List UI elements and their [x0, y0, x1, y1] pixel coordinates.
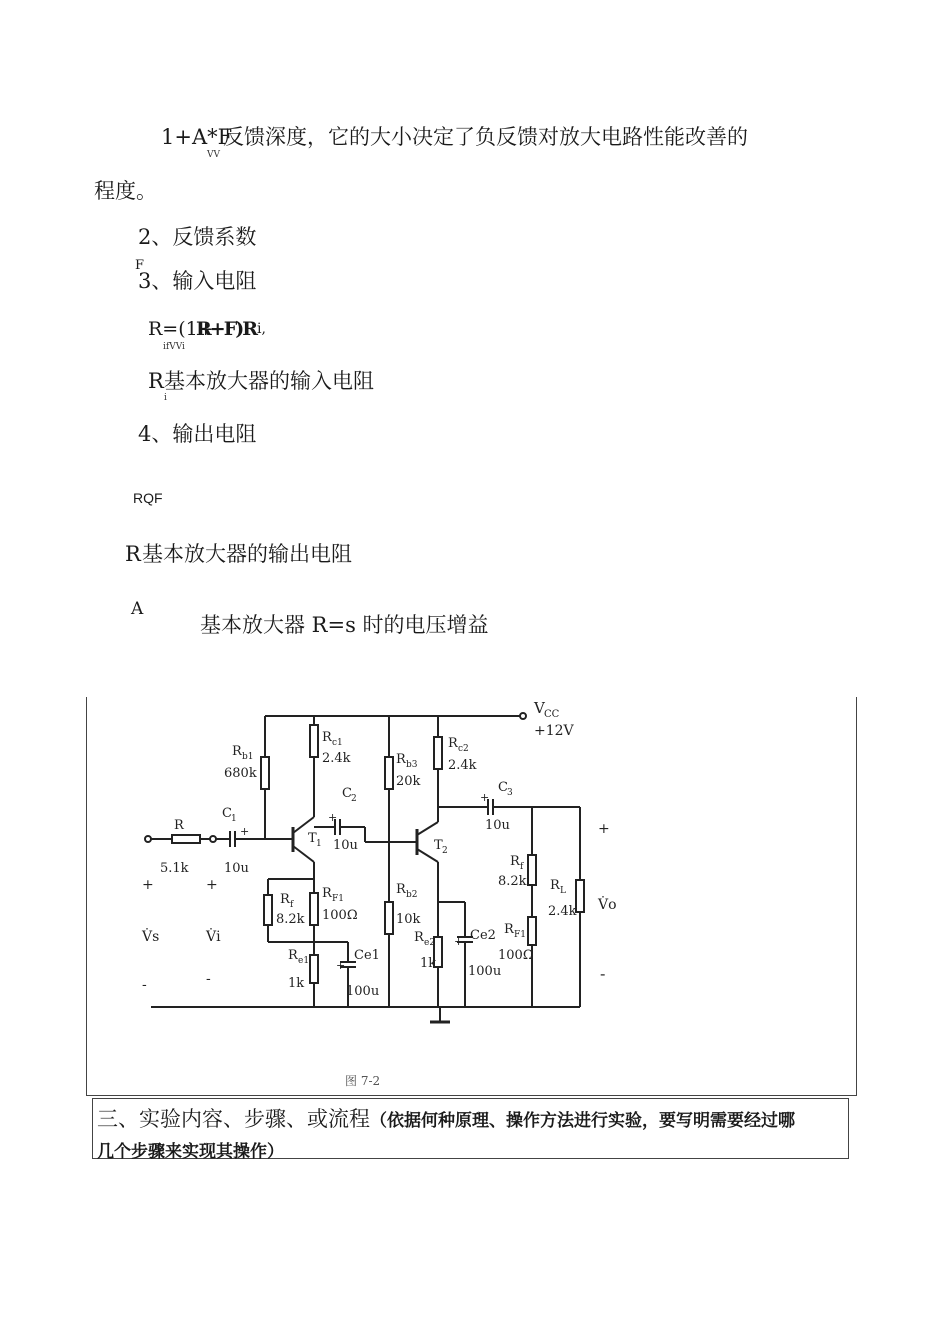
svg-text:8.2k: 8.2k [276, 912, 305, 927]
svg-text:+: + [336, 959, 346, 972]
section-3-note-line1: （依据何种原理、操作方法进行实验，要写明需要经过哪 [370, 1111, 795, 1131]
svg-text:C: C [342, 786, 352, 801]
svg-text:V̇i: V̇i [206, 929, 221, 945]
a-symbol: A [131, 599, 144, 619]
svg-text:2.4k: 2.4k [448, 758, 477, 773]
svg-text:+: + [598, 821, 610, 837]
rif-formula-overlap: R+F)R [196, 318, 256, 340]
label-vcc: V [534, 699, 545, 717]
svg-text:c1: c1 [332, 738, 343, 748]
svg-text:5.1k: 5.1k [160, 861, 189, 876]
svg-text:CC: CC [544, 709, 560, 720]
ri-subscript: i [164, 393, 167, 403]
svg-text:680k: 680k [224, 766, 257, 781]
ro-symbol: R [125, 542, 141, 566]
ri-description: 基本放大器的输入电阻 [164, 369, 374, 393]
svg-text:b2: b2 [406, 890, 418, 900]
svg-text:R: R [280, 892, 290, 907]
svg-text:R: R [414, 930, 424, 945]
svg-text:+: + [142, 877, 154, 893]
rif-formula: R=(1+ [148, 318, 214, 340]
svg-text:R: R [174, 818, 184, 833]
svg-text:c2: c2 [458, 744, 469, 754]
svg-text:1: 1 [316, 839, 322, 849]
svg-text:1: 1 [231, 814, 237, 824]
svg-text:-: - [142, 977, 147, 993]
svg-text:10u: 10u [224, 861, 249, 876]
section-3-box [92, 1098, 849, 1162]
svg-text:T: T [434, 838, 443, 853]
svg-text:C: C [498, 780, 508, 795]
svg-text:-: - [206, 971, 211, 987]
svg-text:C: C [222, 806, 232, 821]
feedback-depth-desc: 反馈深度，它的大小决定了负反馈对放大电路性能改善的 [223, 125, 748, 149]
svg-text:3: 3 [507, 788, 513, 798]
svg-text:R: R [396, 882, 406, 897]
svg-text:2.4k: 2.4k [322, 751, 351, 766]
svg-text:+: + [454, 935, 464, 948]
svg-text:L: L [560, 886, 566, 896]
feedback-coefficient-symbol: F [135, 258, 145, 273]
svg-text:100Ω: 100Ω [498, 948, 534, 963]
svg-text:Ce1: Ce1 [354, 948, 380, 963]
rif-formula-end: i, [257, 321, 266, 337]
svg-text:8.2k: 8.2k [498, 874, 527, 889]
figure-caption: 图 7-2 [345, 1074, 381, 1088]
svg-text:10k: 10k [396, 912, 421, 927]
svg-text:+: + [480, 791, 490, 804]
svg-text:Ce2: Ce2 [470, 928, 496, 943]
item-output-resistance: 4、输出电阻 [138, 422, 257, 446]
svg-text:b1: b1 [242, 752, 254, 762]
svg-text:V̇s: V̇s [142, 929, 160, 945]
a-description: 基本放大器 R=s 时的电压增益 [200, 613, 489, 637]
svg-text:R: R [550, 878, 560, 893]
item-feedback-coefficient: 2、反馈系数 [138, 225, 257, 249]
svg-text:100u: 100u [468, 964, 502, 979]
svg-text:1k: 1k [288, 976, 305, 991]
formula-subscript: VV [207, 150, 220, 160]
svg-text:V̇o: V̇o [598, 897, 617, 913]
feedback-depth-formula: 1+A*F [161, 125, 233, 149]
svg-text:T: T [308, 831, 317, 846]
svg-text:f: f [290, 900, 294, 910]
svg-text:R: R [288, 948, 298, 963]
svg-text:R: R [448, 736, 458, 751]
svg-text:b3: b3 [406, 760, 418, 770]
svg-text:e2: e2 [424, 938, 436, 948]
svg-text:20k: 20k [396, 774, 421, 789]
svg-text:F1: F1 [332, 894, 344, 904]
rof-symbol: RQF [133, 490, 163, 506]
svg-text:10u: 10u [485, 818, 510, 833]
svg-text:e1: e1 [298, 956, 310, 966]
section-3-heading: 三、实验内容、步骤、或流程 [97, 1107, 370, 1131]
svg-text:1k: 1k [420, 956, 437, 971]
ri-symbol: R [148, 369, 164, 393]
svg-text:+: + [240, 825, 250, 838]
paragraph-continuation: 程度。 [94, 179, 157, 203]
svg-text:R: R [504, 922, 514, 937]
svg-text:f: f [520, 862, 524, 872]
svg-text:10u: 10u [333, 838, 358, 853]
rif-subscripts: ifVVi [163, 342, 185, 352]
svg-text:-: - [600, 964, 606, 983]
svg-text:R: R [396, 752, 406, 767]
amplifier-circuit-diagram [130, 697, 630, 1057]
svg-text:2: 2 [351, 794, 357, 804]
svg-text:R: R [510, 854, 520, 869]
svg-text:F1: F1 [514, 930, 526, 940]
svg-text:R: R [322, 886, 332, 901]
svg-text:100u: 100u [346, 984, 380, 999]
item-input-resistance: 3、输入电阻 [138, 269, 257, 293]
svg-text:R: R [322, 730, 332, 745]
ro-description: 基本放大器的输出电阻 [142, 542, 352, 566]
section-3-note-line2: 几个步骤来实现其操作） [97, 1142, 284, 1162]
svg-text:+: + [206, 877, 218, 893]
svg-text:2.4k: 2.4k [548, 904, 577, 919]
svg-text:+: + [328, 811, 338, 824]
svg-text:100Ω: 100Ω [322, 908, 358, 923]
circuit-labels [141, 699, 617, 999]
svg-text:2: 2 [442, 846, 448, 856]
svg-text:+12V: +12V [534, 723, 574, 739]
svg-text:R: R [232, 744, 242, 759]
